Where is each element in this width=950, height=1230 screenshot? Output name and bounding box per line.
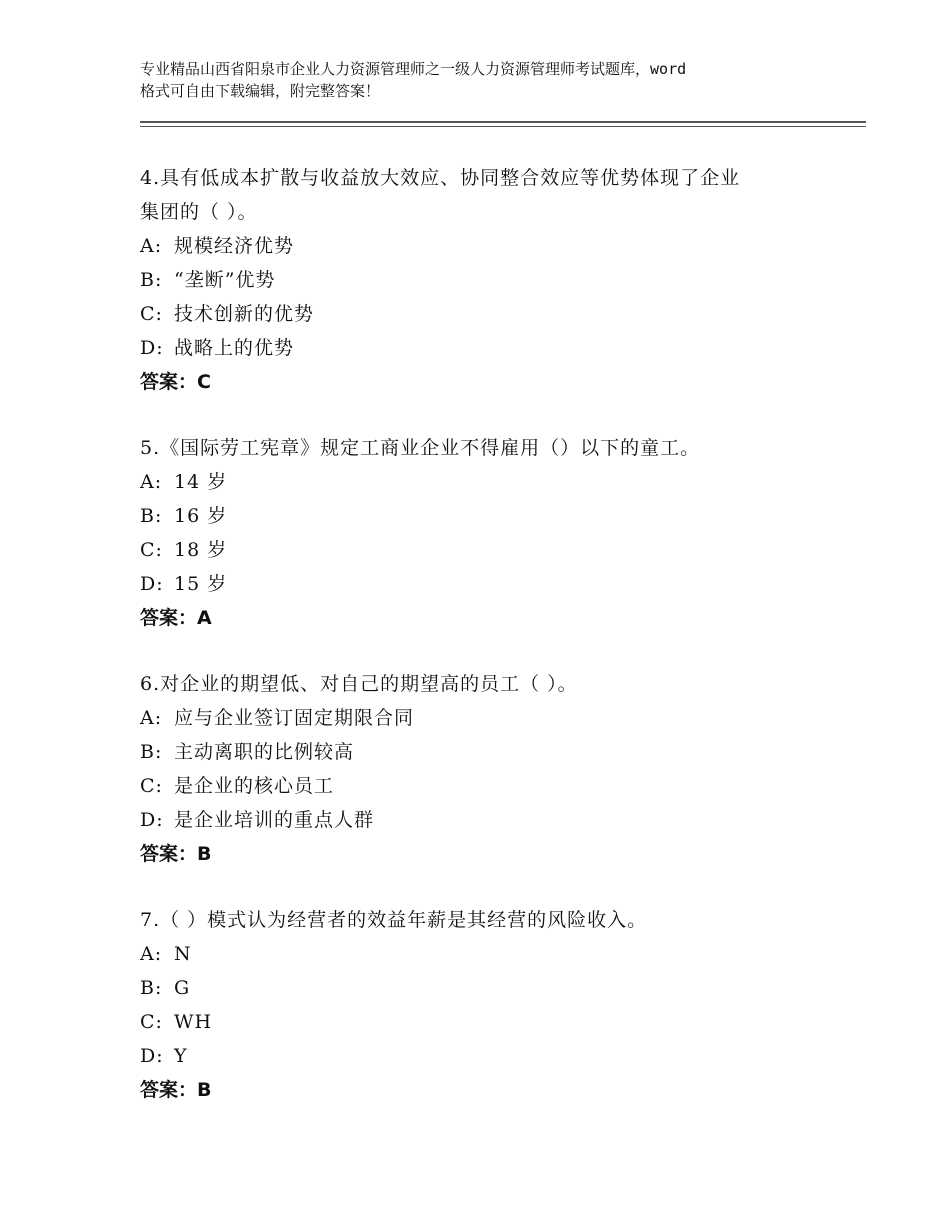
- option-c: [140, 1005, 840, 1039]
- option-text: 14 岁: [174, 471, 228, 493]
- question-stem: 7.（ ）模式认为经营者的效益年薪是其经营的风险收入。: [140, 909, 648, 931]
- option-text: 战略上的优势: [174, 337, 295, 359]
- option-a: [140, 701, 840, 735]
- question-stem: 5.《国际劳工宪章》规定工商业企业不得雇用（）以下的童工。: [140, 437, 701, 459]
- option-tag: D:: [140, 337, 164, 359]
- question-list: [140, 161, 840, 1139]
- option-tag: C:: [140, 539, 163, 561]
- header-divider-thin: [140, 126, 866, 127]
- option-tag: D:: [140, 573, 164, 595]
- option-tag: A:: [140, 943, 163, 965]
- option-a: [140, 465, 840, 499]
- question-stem: 4.具有低成本扩散与收益放大效应、协同整合效应等优势体现了企业: [140, 167, 741, 189]
- option-tag: A:: [140, 471, 163, 493]
- document-header: [140, 58, 840, 102]
- option-tag: D:: [140, 1045, 164, 1067]
- answer-label: 答案：A: [140, 607, 212, 629]
- option-b: [140, 263, 840, 297]
- option-text: Y: [174, 1045, 188, 1067]
- option-tag: D:: [140, 809, 164, 831]
- option-d: [140, 567, 840, 601]
- question-stem-continued: 集团的（ ）。: [140, 201, 258, 223]
- option-b: [140, 735, 840, 769]
- answer-label: 答案：B: [140, 1079, 212, 1101]
- option-text: N: [174, 943, 192, 965]
- option-text: WH: [174, 1011, 213, 1033]
- question-7: [140, 903, 840, 1107]
- option-text: 技术创新的优势: [174, 303, 315, 325]
- option-tag: C:: [140, 1011, 163, 1033]
- answer-label: 答案：C: [140, 371, 211, 393]
- option-d: [140, 1039, 840, 1073]
- option-text: “垄断”优势: [174, 269, 276, 291]
- option-text: 主动离职的比例较高: [174, 741, 355, 763]
- question-4: [140, 161, 840, 399]
- option-text: 15 岁: [174, 573, 228, 595]
- question-5: [140, 431, 840, 635]
- option-tag: C:: [140, 303, 163, 325]
- option-tag: B:: [140, 505, 163, 527]
- answer-label: 答案：B: [140, 843, 212, 865]
- option-tag: A:: [140, 707, 163, 729]
- option-text: 规模经济优势: [174, 235, 295, 257]
- option-text: G: [174, 977, 191, 999]
- question-stem: 6.对企业的期望低、对自己的期望高的员工（ ）。: [140, 673, 578, 695]
- option-text: 是企业的核心员工: [174, 775, 335, 797]
- option-a: [140, 937, 840, 971]
- option-c: [140, 769, 840, 803]
- option-tag: B:: [140, 741, 163, 763]
- header-title-line-2: 格式可自由下载编辑，附完整答案！: [140, 82, 381, 100]
- option-text: 是企业培训的重点人群: [174, 809, 375, 831]
- option-d: [140, 803, 840, 837]
- option-c: [140, 533, 840, 567]
- option-text: 应与企业签订固定期限合同: [174, 707, 415, 729]
- option-tag: A:: [140, 235, 163, 257]
- option-b: [140, 971, 840, 1005]
- option-tag: C:: [140, 775, 163, 797]
- option-d: [140, 331, 840, 365]
- option-tag: B:: [140, 977, 163, 999]
- option-text: 16 岁: [174, 505, 228, 527]
- option-text: 18 岁: [174, 539, 228, 561]
- header-divider-thick: [140, 121, 866, 123]
- option-c: [140, 297, 840, 331]
- option-tag: B:: [140, 269, 163, 291]
- option-b: [140, 499, 840, 533]
- header-title-line-1: 专业精品山西省阳泉市企业人力资源管理师之一级人力资源管理师考试题库，word: [140, 60, 687, 78]
- question-6: [140, 667, 840, 871]
- option-a: [140, 229, 840, 263]
